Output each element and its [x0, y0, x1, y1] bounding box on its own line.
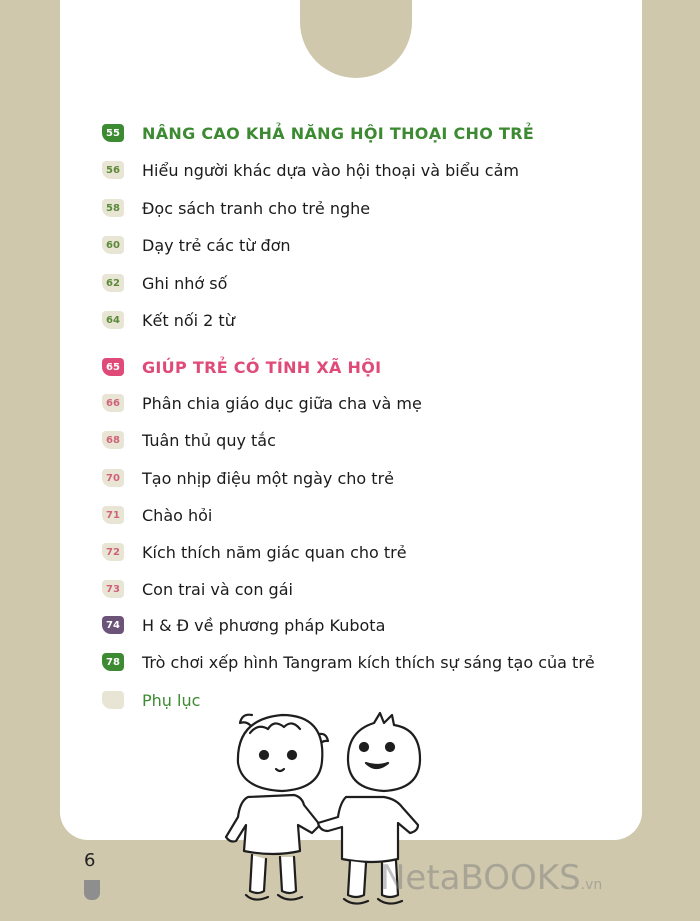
page-badge: 65: [102, 358, 124, 376]
section-title: GIÚP TRẺ CÓ TÍNH XÃ HỘI: [142, 357, 382, 377]
watermark-suffix: .vn: [580, 877, 603, 893]
page-badge: 64: [102, 311, 124, 329]
toc-entry[interactable]: [102, 308, 235, 332]
page-badge: 74: [102, 616, 124, 634]
toc-entry[interactable]: [102, 577, 293, 601]
entry-title: Kết nối 2 từ: [142, 310, 235, 330]
page-badge: 78: [102, 653, 124, 671]
page-tab: [84, 880, 100, 900]
page-number: 6: [84, 850, 96, 871]
toc-entry[interactable]: [102, 613, 385, 637]
appendix-title: Phụ lục: [142, 690, 201, 710]
section-title: NÂNG CAO KHẢ NĂNG HỘI THOẠI CHO TRẺ: [142, 123, 535, 143]
entry-title: Hiểu người khác dựa vào hội thoại và biểu cảm: [142, 160, 519, 180]
watermark: [380, 858, 602, 898]
toc-entry[interactable]: [102, 158, 519, 182]
entry-title: Trò chơi xếp hình Tangram kích thích sự sáng tạo của trẻ: [142, 652, 595, 672]
entry-title: Kích thích năm giác quan cho trẻ: [142, 542, 407, 562]
toc-entry[interactable]: [102, 233, 291, 257]
page-badge: 71: [102, 506, 124, 524]
entry-title: Dạy trẻ các từ đơn: [142, 235, 291, 255]
page-badge: 66: [102, 394, 124, 412]
toc-entry[interactable]: [102, 391, 422, 415]
toc-entry[interactable]: [102, 466, 394, 490]
entry-title: Con trai và con gái: [142, 579, 293, 599]
entry-title: Tạo nhịp điệu một ngày cho trẻ: [142, 468, 394, 488]
toc-entry[interactable]: [102, 196, 370, 220]
entry-title: Đọc sách tranh cho trẻ nghe: [142, 198, 371, 218]
toc-entry[interactable]: [102, 540, 407, 564]
toc-entry[interactable]: [102, 121, 534, 145]
page-badge: 60: [102, 236, 124, 254]
toc-entry[interactable]: [102, 688, 200, 712]
watermark-main: NetaBOOKS: [380, 858, 581, 898]
page-badge: 58: [102, 199, 124, 217]
page-badge: 72: [102, 543, 124, 561]
entry-title: Phân chia giáo dục giữa cha và mẹ: [142, 393, 422, 413]
page-badge: 73: [102, 580, 124, 598]
entry-title: Chào hỏi: [142, 505, 213, 525]
toc-entry[interactable]: [102, 650, 595, 674]
page-badge: 56: [102, 161, 124, 179]
toc-entry[interactable]: [102, 355, 381, 379]
toc-entry[interactable]: [102, 503, 212, 527]
page-badge: [102, 691, 124, 709]
page-badge: 70: [102, 469, 124, 487]
entry-title: Tuân thủ quy tắc: [142, 430, 276, 450]
page-badge: 62: [102, 274, 124, 292]
page-badge: 55: [102, 124, 124, 142]
page-badge: 68: [102, 431, 124, 449]
toc-entry[interactable]: [102, 271, 227, 295]
toc-entry[interactable]: [102, 428, 276, 452]
entry-title: Ghi nhớ số: [142, 273, 228, 293]
entry-title: H & Đ về phương pháp Kubota: [142, 615, 386, 635]
